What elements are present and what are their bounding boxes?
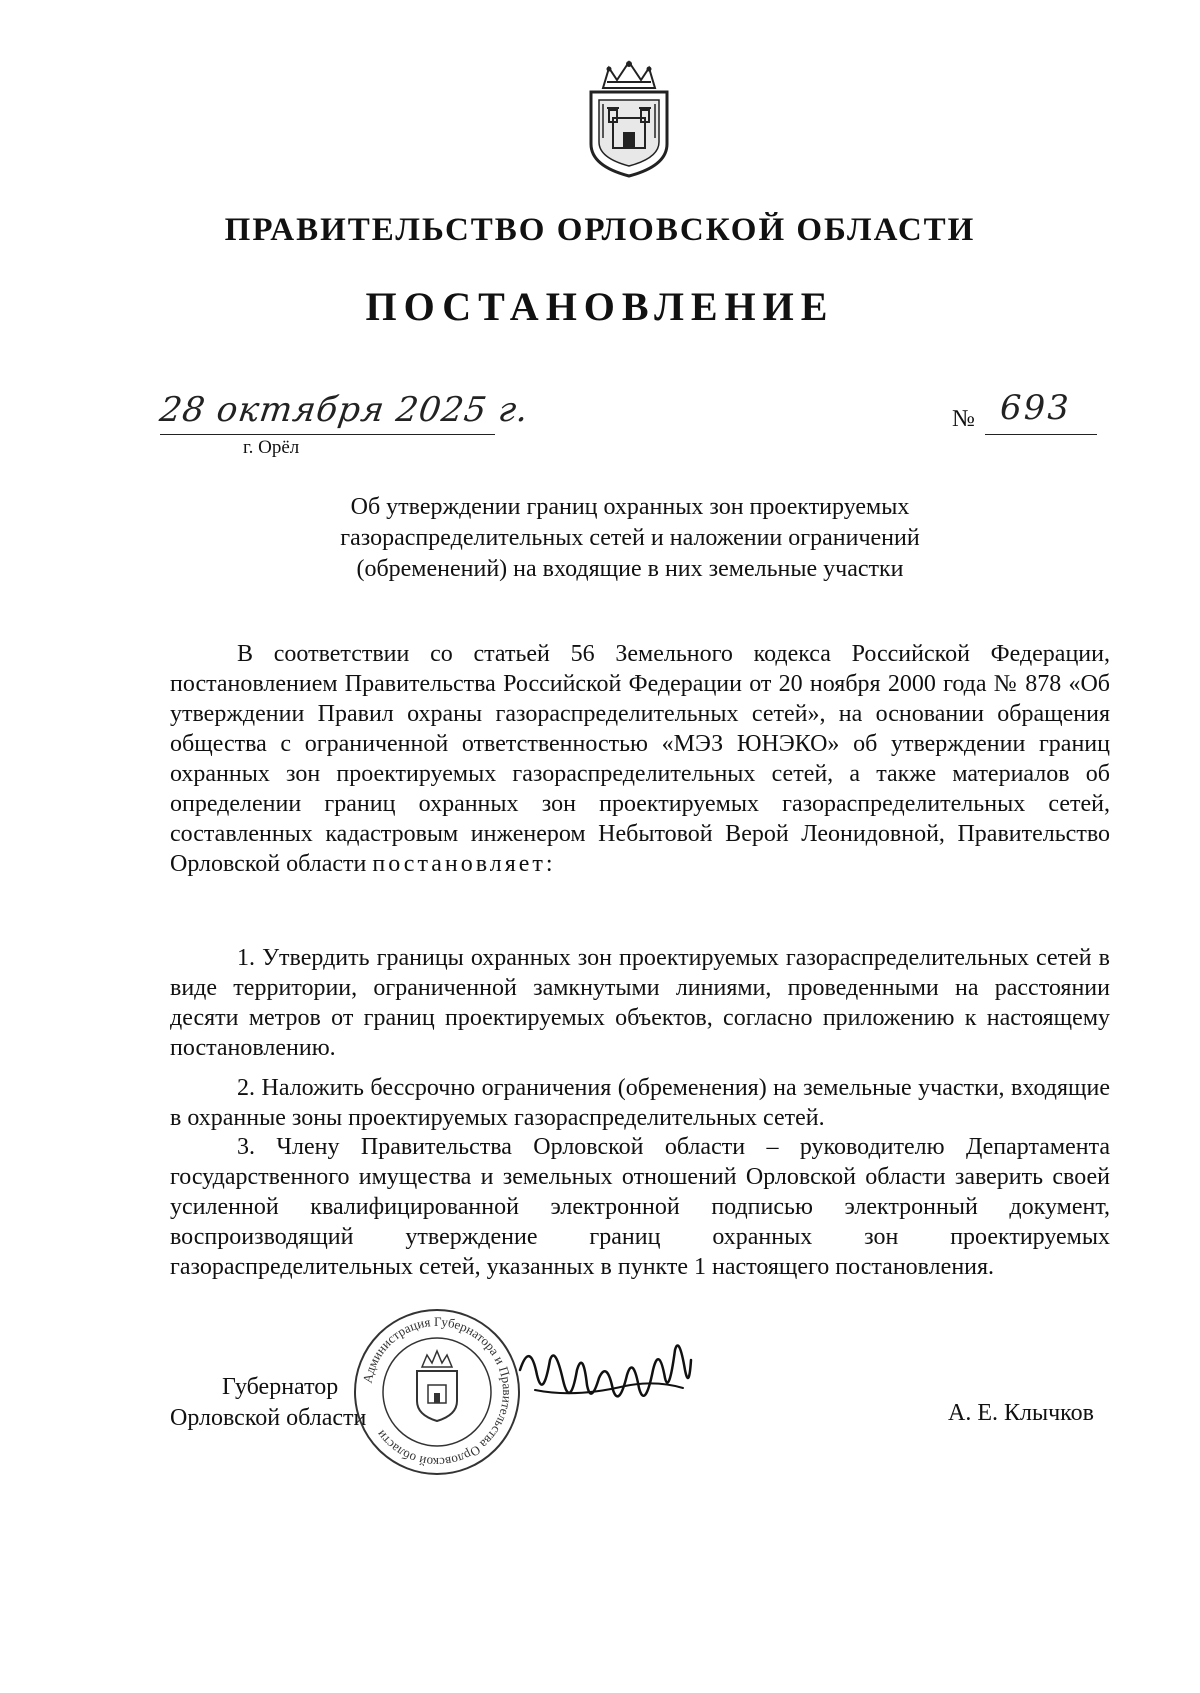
coat-of-arms-icon: [583, 58, 675, 180]
resolution-item-3: 3. Члену Правительства Орловской области – руководителю Департамента государственного имущества и земельных отношений Орловской области заверить своей усиленной квалифицированной электронной подписью электронный документ, воспроизводящий утверждение границ охранных зон проектируемых газораспределительных сетей, указанных в пункте 1 настоящего постановления.: [170, 1134, 1110, 1280]
document-number: 693: [1000, 388, 1071, 428]
signatory-name: А. Е. Клычков: [948, 1400, 1094, 1426]
subject-line-1: Об утверждении границ охранных зон проектируемых: [350, 494, 910, 520]
number-underline: [985, 434, 1097, 435]
seal-ring-text: Администрация Губернатора и Правительства Орловской области: [359, 1313, 516, 1471]
signatory-position-line-2: Орловской области: [170, 1405, 367, 1431]
resolution-item-1: 1. Утвердить границы охранных зон проектируемых газораспределительных сетей в виде территории, ограниченной замкнутыми линиями, проведенными на расстоянии десяти метров от границ проектируемых объектов, согласно приложению к настоящему постановлению.: [170, 945, 1110, 1061]
preamble-paragraph: [170, 639, 1110, 879]
document-city: г. Орёл: [243, 437, 300, 458]
document-subject: [250, 492, 1010, 585]
date-underline: [160, 434, 495, 435]
preamble-text: В соответствии со статьей 56 Земельного кодекса Российской Федерации, постановлением Правительства Российской Федерации от 20 ноября 2000 года № 878 «Об утверждении Правил охраны газораспределительных сетей», на основании обращения общества с ограниченной ответственностью «МЭЗ ЮНЭКО» об утверждении границ охранных зон проектируемых газораспределительных сетей, а также материалов об определении границ охранных зон проектируемых газораспределительных сетей, составленных кадастровым инженером Небытовой Верой Леонидовной, Правительство Орловской области: [170, 641, 1110, 877]
official-seal-icon: [350, 1305, 524, 1479]
document-type: ПОСТАНОВЛЕНИЕ: [365, 284, 835, 329]
subject-line-2: газораспределительных сетей и наложении ограничений: [340, 525, 920, 551]
signatory-position-line-1: Губернатор: [222, 1374, 339, 1400]
signatory-position: [170, 1372, 366, 1434]
number-label: №: [952, 406, 975, 432]
resolves-word: постановляет:: [372, 851, 556, 877]
handwritten-signature: [515, 1330, 695, 1420]
document-date: 28 октября 2025 г.: [157, 390, 532, 430]
subject-line-3: (обременений) на входящие в них земельные участки: [356, 556, 904, 582]
resolution-item-2: 2. Наложить бессрочно ограничения (обременения) на земельные участки, входящие в охранные зоны проектируемых газораспределительных сетей.: [170, 1075, 1110, 1131]
organization-title: ПРАВИТЕЛЬСТВО ОРЛОВСКОЙ ОБЛАСТИ: [224, 212, 976, 248]
